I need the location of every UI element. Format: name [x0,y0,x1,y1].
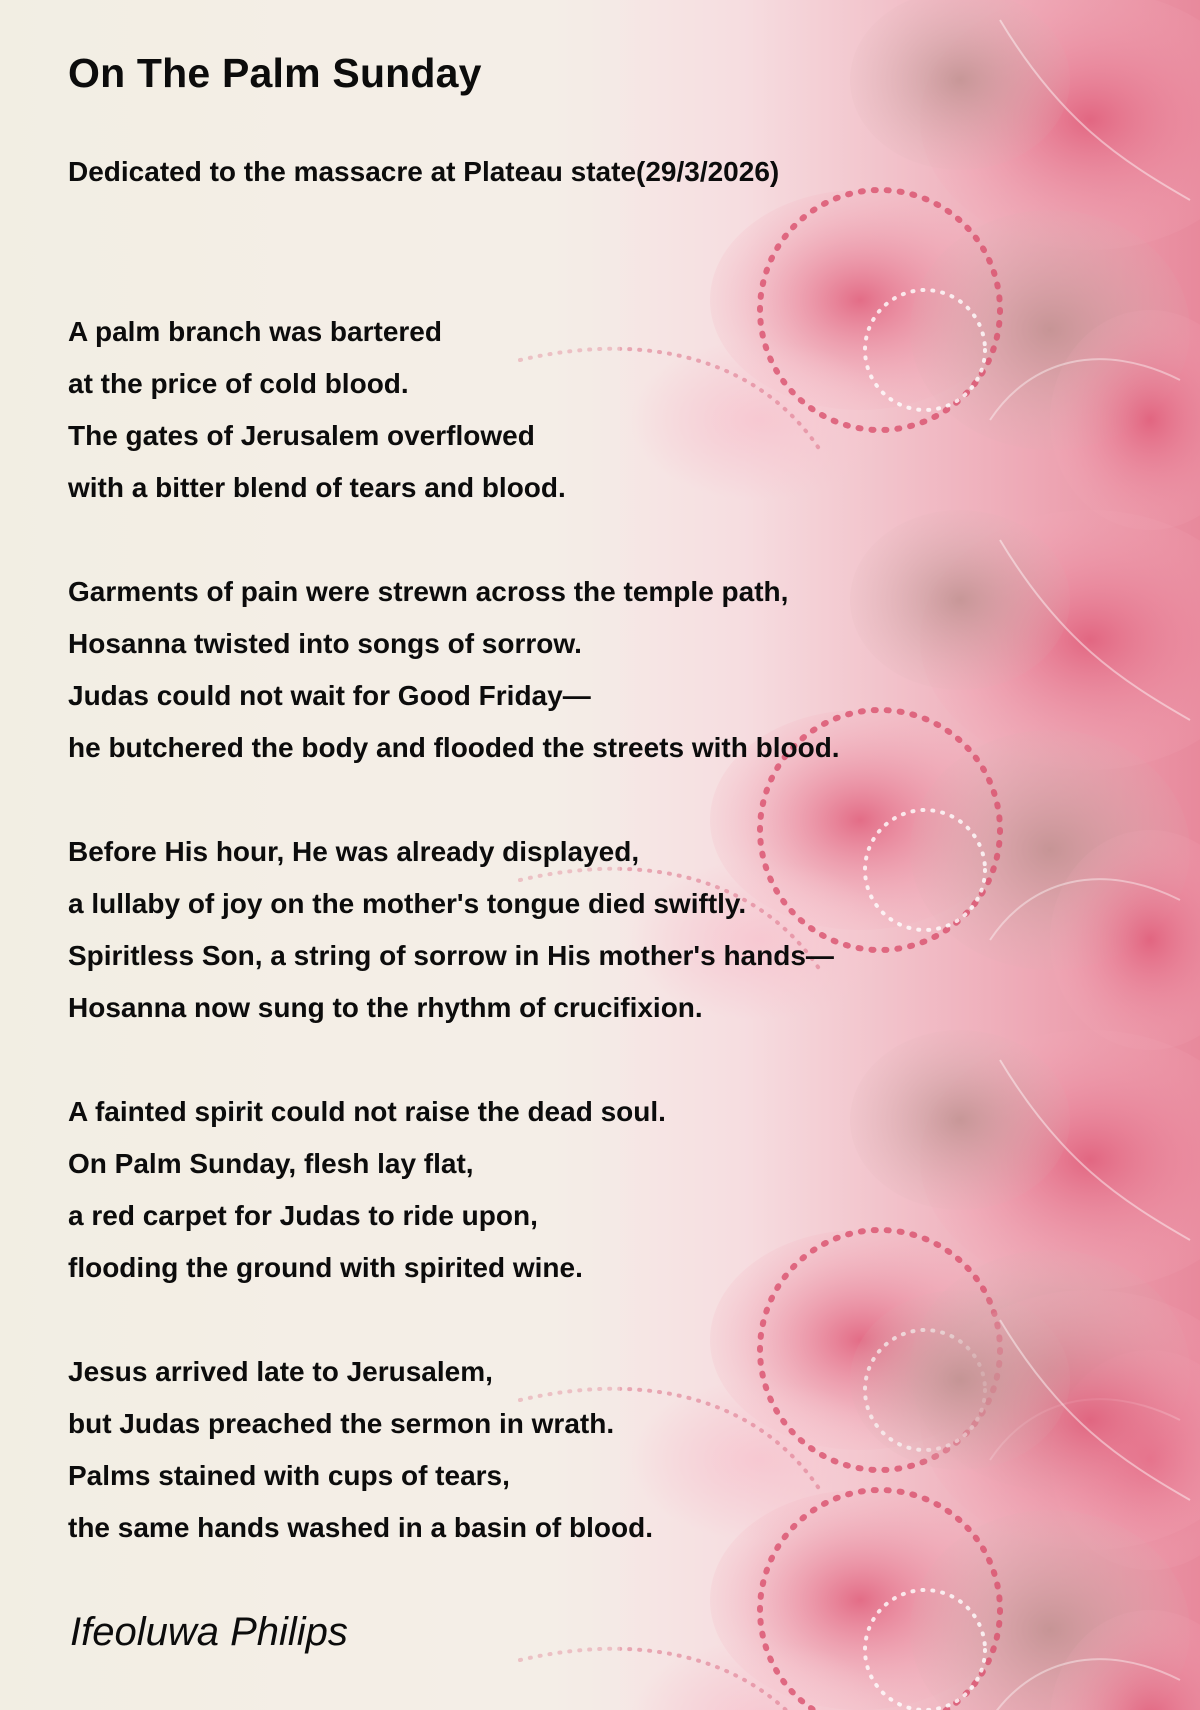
stanza-5 [68,1346,653,1554]
stanza-line: The gates of Jerusalem overflowed [68,420,535,451]
stanza-line: the same hands washed in a basin of blood. [68,1512,653,1543]
stanza-line: Spiritless Son, a string of sorrow in His mother's hands— [68,940,834,971]
stanza-line: a lullaby of joy on the mother's tongue died swiftly. [68,888,747,919]
stanza-line: Palms stained with cups of tears, [68,1460,510,1491]
stanza-line: a red carpet for Judas to ride upon, [68,1200,538,1231]
stanza-line: Hosanna twisted into songs of sorrow. [68,628,582,659]
stanza-4 [68,1086,666,1294]
stanza-line: but Judas preached the sermon in wrath. [68,1408,615,1439]
stanza-line: Jesus arrived late to Jerusalem, [68,1356,493,1387]
poem-title: On The Palm Sunday [68,50,482,96]
stanza-2 [68,566,840,774]
stanza-1 [68,306,566,514]
stanza-line: with a bitter blend of tears and blood. [68,472,566,503]
stanza-line: Before His hour, He was already displayed, [68,836,640,867]
stanza-line: Judas could not wait for Good Friday— [68,680,591,711]
stanza-line: Hosanna now sung to the rhythm of crucifixion. [68,992,703,1023]
poem-author: Ifeoluwa Philips [70,1610,348,1654]
stanza-3 [68,826,834,1034]
stanza-line: A fainted spirit could not raise the dead soul. [68,1096,666,1127]
stanza-line: On Palm Sunday, flesh lay flat, [68,1148,474,1179]
stanza-line: flooding the ground with spirited wine. [68,1252,583,1283]
stanza-line: Garments of pain were strewn across the temple path, [68,576,789,607]
stanza-line: he butchered the body and flooded the streets with blood. [68,732,840,763]
poem-dedication: Dedicated to the massacre at Plateau state(29/3/2026) [68,156,780,187]
stanza-line: at the price of cold blood. [68,368,409,399]
stanza-line: A palm branch was bartered [68,316,442,347]
